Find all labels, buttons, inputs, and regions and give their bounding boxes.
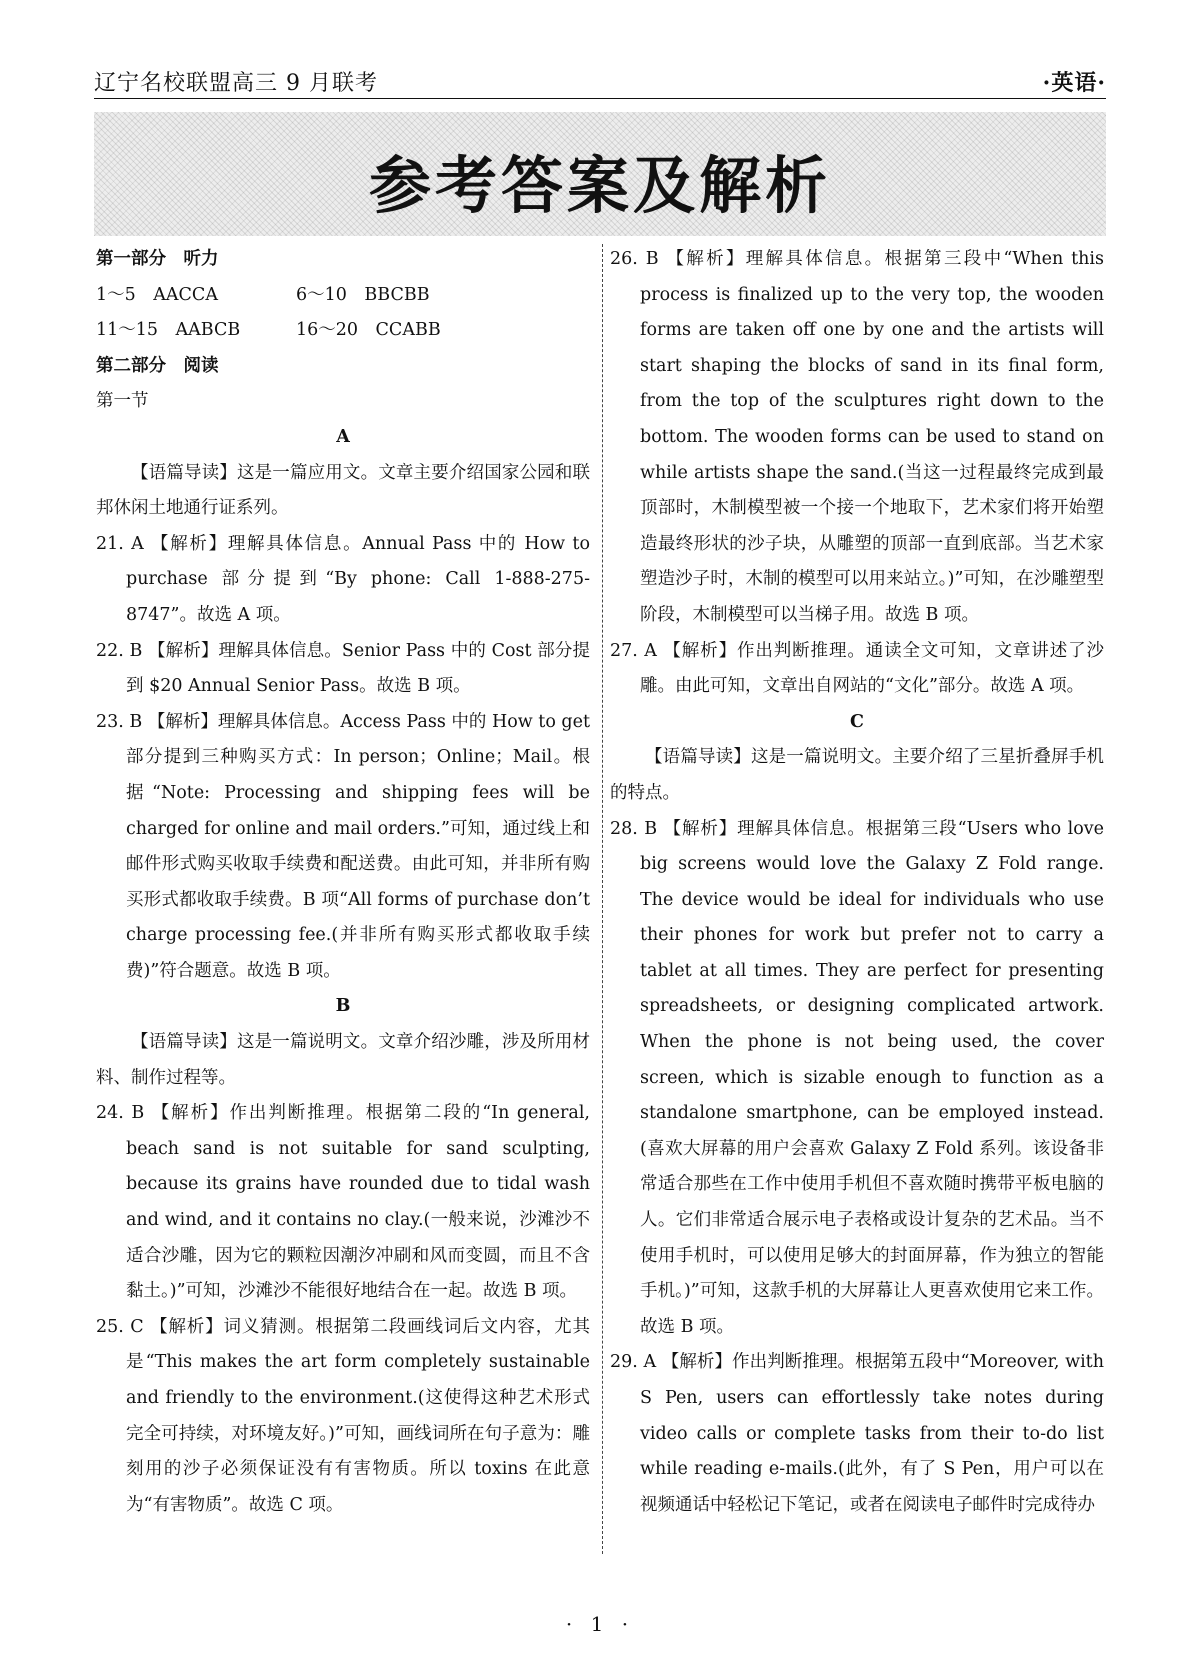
column-divider	[602, 244, 603, 1554]
header-rule	[94, 98, 1106, 99]
passage-intro: 【语篇导读】这是一篇说明文。主要介绍了三星折叠屏手机的特点。	[610, 747, 1104, 803]
answer-explanation: 25. C 【解析】词义猜测。根据第二段画线词后文内容，尤其是“This makes the art form completely sustainable and friendly to the environment.(这使得这种艺术形式完全可持续，对环境友好。)”可知，画线词所在句子意为：雕刻用的沙子必须保证没有有害物质。所以 toxins 在此意为“有害物质”。故选 C 项。	[96, 1316, 590, 1515]
page-number: · 1 ·	[565, 1612, 635, 1636]
answer-key-group: 1～5 AACCA	[96, 284, 218, 305]
banner-title: 参考答案及解析	[368, 149, 831, 222]
title-banner	[94, 112, 1106, 236]
answer-key-row	[96, 278, 590, 314]
answer-explanation: 24. B 【解析】作出判断推理。根据第二段的“In general, beach sand is not suitable for sand sculpting, because its grains have rounded due to tidal wash and wind, and it contains no clay.(一般来说，沙滩沙不适合沙雕，因为它的颗粒因潮汐冲刷和风而变圆，而且不含黏土。)”可知，沙滩沙不能很好地结合在一起。故选 B 项。	[96, 1103, 590, 1302]
passage-intro: 【语篇导读】这是一篇说明文。文章介绍沙雕，涉及所用材料、制作过程等。	[96, 1032, 590, 1088]
section-heading: 第二部分 阅读	[96, 355, 219, 376]
right-column	[610, 242, 1104, 1523]
passage-label: A	[336, 426, 350, 447]
passage-intro: 【语篇导读】这是一篇应用文。文章主要介绍国家公园和联邦休闲土地通行证系列。	[96, 462, 590, 519]
answer-key-group: 16～20 CCABB	[296, 320, 441, 341]
running-header	[94, 66, 1106, 98]
left-column	[96, 242, 590, 1523]
answer-explanation: 22. B 【解析】理解具体信息。Senior Pass 中的 Cost 部分提到 $20 Annual Senior Pass。故选 B 项。	[96, 640, 590, 697]
answer-explanation: 26. B 【解析】理解具体信息。根据第三段中“When this process is finalized up to the very top, the wooden forms are taken off one by one and the artists will start shaping the blocks of sand in its final form, from the top of the sculptures right down to the bottom. The wooden forms can be used to stand on while artists shape the sand.(当这一过程最终完成到最顶部时，木制模型被一个接一个地取下，艺术家们将开始塑造最终形状的沙子块，从雕塑的顶部一直到底部。当艺术家塑造沙子时，木制的模型可以用来站立。)”可知，在沙雕塑型阶段，木制模型可以当梯子用。故选 B 项。	[610, 249, 1104, 625]
answer-explanation: 28. B 【解析】理解具体信息。根据第三段“Users who love big screens would love the Galaxy Z Fold range. The device would be ideal for individuals who use their phones for work but prefer not to carry a tablet at all times. They are perfect for presenting spreadsheets, or designing complicated artwork. When the phone is not being used, the cover screen, which is sizable enough to function as a standalone smartphone, can be employed instead.(喜欢大屏幕的用户会喜欢 Galaxy Z Fold 系列。该设备非常适合那些在工作中使用手机但不喜欢随时携带平板电脑的人。它们非常适合展示电子表格或设计复杂的艺术品。当不使用手机时，可以使用足够大的封面屏幕，作为独立的智能手机。)”可知，这款手机的大屏幕让人更喜欢使用它来工作。故选 B 项。	[610, 818, 1104, 1337]
paragraph: 第一节	[96, 391, 149, 412]
passage-label: B	[335, 996, 351, 1017]
answer-key-group: 6～10 BBCBB	[296, 284, 430, 305]
answer-explanation: 21. A 【解析】理解具体信息。Annual Pass 中的 How to purchase 部分提到“By phone: Call 1-888-275-8747”。故选 A 项。	[96, 533, 590, 625]
header-exam-title: 辽宁名校联盟高三 9 月联考	[94, 71, 378, 96]
answer-explanation: 27. A 【解析】作出判断推理。通读全文可知，文章讲述了沙雕。由此可知，文章出自网站的“文化”部分。故选 A 项。	[610, 640, 1104, 697]
answer-key-group: 11～15 AABCB	[96, 320, 241, 341]
answer-explanation: 29. A 【解析】作出判断推理。根据第五段中“Moreover, with S Pen, users can effortlessly take notes during video calls or complete tasks from their to-do list while reading e-mails.(此外，有了 S Pen，用户可以在视频通话中轻松记下笔记，或者在阅读电子邮件时完成待办	[610, 1352, 1104, 1515]
answer-explanation: 23. B 【解析】理解具体信息。Access Pass 中的 How to get 部分提到三种购买方式：In person；Online；Mail。根据“Note: Processing and shipping fees will be charged for online and mail orders.”可知，通过线上和邮件形式购买收取手续费和配送费。由此可知，并非所有购买形式都收取手续费。B 项“All forms of purchase don’t charge processing fee.(并非所有购买形式都收取手续费)”符合题意。故选 B 项。	[96, 711, 591, 981]
section-heading: 第一部分 听力	[96, 249, 219, 269]
header-subject: ·英语·	[1042, 70, 1106, 96]
passage-label: C	[850, 711, 864, 732]
answer-key-row	[96, 313, 590, 349]
